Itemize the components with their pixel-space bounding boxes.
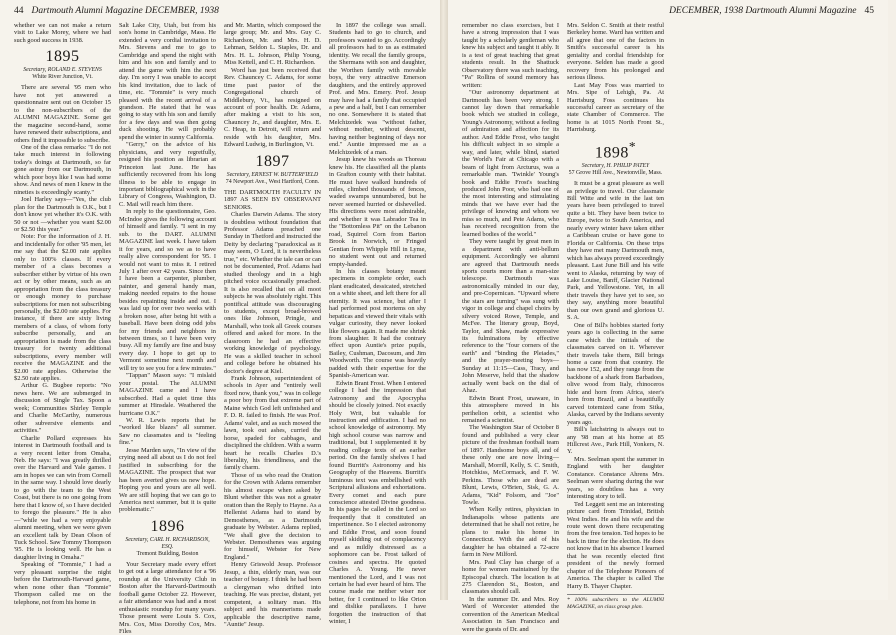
page-number: 45 (864, 6, 874, 16)
paragraph: W. R. Lewis reports that he "worked like blazes" all summer. Saw no classmates and is "feeling fine." (119, 417, 216, 447)
footnote: * 100% subscribers to the ALUMNI MAGAZINE, on class group plan. (567, 594, 664, 610)
paragraph: Mrs. Paul Clay has charge of a home for women maintained by the Episcopal church. The location is at 275 Clarendon St., Boston, and classmates should call. (462, 558, 559, 596)
paragraph: remember no class exercises, but I have a strong impression that I was taught by a scholarly gentleman who knew his subject and taught it ably. It is a test of great teaching that great students result. In the Shattuck Observatory there was such teaching, "Pa" Rollins of sound memory has written: (462, 22, 559, 89)
paragraph: whether we can not make a return visit to Lake Morey, where we had such good success in 1938. (14, 22, 111, 44)
page-gutter (440, 0, 448, 600)
column-4 (777, 22, 874, 594)
class-secretary: Secretary, ROLAND E. STEVENS (23, 67, 102, 74)
running-head: Dartmouth Alumni Magazine DECEMBER, 1938 (31, 6, 219, 16)
secretary-address: 74 Newport Ave., West Hartford, Conn. (225, 178, 320, 185)
paragraph: Mrs. Seldon C. Smith at their restful Berkeley home. Ward has written and all agree that one of the factors in Smith's successful career is his geniality and cordial friendship for everyone. Selden has made a good recovery from his prolonged and serious illness. (567, 22, 664, 82)
class-year-heading: 1896 (150, 517, 185, 535)
paragraph: Joel Harley says—"Yes, the club plan for the Dartmouth is O.K., but I don't know yet whether it's O.K. with 50 or not —whether you want $2.00 or $2.50 this year." (14, 196, 111, 233)
paragraph: Those of us who read the Oration for the Crown with Adams remember his almost escape when asked by Blunt whether this was not a greater oration than the Reply to Hayne. As a Hellenist Adams had to stand by Demosthenes, as a Dartmouth graduate by Webster. Adams replied, "We shall give the decision to Webster. Demosthenes was arguing for himself, Webster for New England." (224, 471, 321, 561)
paragraph: It must be a great pleasure as well as privilege to travel. Our classmate Bill Witte and wife in the last ten years have been privileged to travel quite a bit. They have been twice to Europe, twice to South America, and nearly every winter have taken either a Caribbean cruise or have gone to Florida or California. On these trips they have met many Dartmouth men, which has always proved exceedingly pleasant. Last June Bill and his wife went to Alaska, returning by way of Lake Louise, Banff, Glacier National Park, and Yellowstone. Yet, in all their travels they have yet to see, so they say, anything more beautiful than our own grand and glorious U. S. A. (567, 180, 664, 322)
paragraph: Edwin Brant Frost. When I entered college I had the impression that Astronomy and the Apocrypha should be closely joined. Not exactly Holy Writ, but valuable for instruction and edification. I had no school knowledge of astronomy. My high school course was narrow and traditional, but I supplemented it by reading college texts of an earlier period. On the family shelves I had found Burritt's Astronomy and his Geography of the Heavens. Burritt's luminous text was embellished with Scriptural allusions and exhortations. Every comet and each pure conscience attested Divine goodness. In his pages he called in the Lord so frequently that it constituted an impertinence. So I elected astronomy and Eddie Frost, and soon found myself skidding out of complacency and as mildly distressed as a sophomore can be. Frost talked of cosines and spectra. He quoted Charles A. Young. He never mentioned the Lord, and I was not certain he had ever heard of him. The course made me neither wiser nor better, for I continued to like Orion and dislike parallaxes. I have forgotten the instruction of that winter, I (329, 379, 426, 626)
class-year-heading: 1895 (45, 48, 80, 66)
paragraph: Jesse Marden says, "In view of the crying need all about us I do not feel justified in subscribing for the MAGAZINE. The prospect that war has been averted gives us new hope. Hoping you and yours are all well. We are still hoping that we can go to America next summer, but it is quite problematic." (119, 446, 216, 514)
paragraph: In reply to the questionnaire, Geo. McIndoe gives the following account of himself and family. "I sent in my sub. to the DART. ALUMNI MAGAZINE last week. I have taken it for years, and so we as to have really alive correspondent for '95. I would not want to miss it. I retired July 1 after over 42 years. Since then I have been a carpenter, plumber, painter, and general handy man, making needed repairs to the house besides repainting inside and out. I was laid up for over two weeks with a broken nose, after being hit with a baseball. Have been doing odd jobs for my friends and neighbors in between times, so I have been very busy. All my family are fine and busy every day. I hope to get up to Vermont sometime next month and will try to see you for a few minutes." (119, 208, 216, 372)
column-3 (672, 22, 769, 594)
column-1 (14, 22, 111, 606)
paragraph: One of the class remarks: "I do not take much interest in following today's doings at Dartmouth, so far gone astray from our Dartmouth, in which poor boys like I was had some show. And news of men I knew in the nineties is exceedingly scanty." (14, 143, 111, 196)
paragraph: Bill's latchstring is always out to any '98 man at his home at 85 Hillcrest Ave., Park Hill, Yonkers, N. Y. (567, 426, 664, 456)
paragraph: One of Bill's hobbies started forty years ago is collecting in the same cane which the initials of the classmates carved on it. Wherever their travels take them, Bill brings home a cane from that country. He has now 152, and they range from the backbone of a shark from Barbadoes, olive wood from Italy, rhinoceros hide and horn from Africa, steer's horn from Brazil, and a beautifully carved totemized cane from Sitka, Alaska, carved by the Indians seventy years ago. (567, 321, 664, 426)
paragraph: Note: For the information of J. H. and incidentally for other '95 men, let me say that the $2.00 rate applies only to 100% classes. If every member of a class becomes a subscriber either by virtue of his own act or by other means, such as an appropriation from the class treasury or enough money to purchase subscriptions for men not subscribing personally, the $2.00 rate applies. For instance, if there are sixty living members of a class, of whom forty subscribe personally, and an appropriation is made from the class treasury for twenty additional subscriptions, every member will receive the MAGAZINE and the $2.00 rate applies. Otherwise the $2.50 rate applies. (14, 233, 111, 383)
running-head: DECEMBER, 1938 Dartmouth Alumni Magazine (669, 6, 857, 16)
paragraph: Your Secretary made every effort to get out a large attendance for a '96 roundup at the University Club in Boston after the Harvard-Dartmouth football game October 22. However, a fair attendance was had and a most enthusiastic roundup for many years. Those present were Louis S. Cox, Mrs. Cox, Miss Dorothy Cox, Mrs. Files (119, 560, 216, 635)
paragraph: "Our astronomy department at Dartmouth has been very strong. I cannot lay down that remarkable book which we studied in college, Young's Astronomy, without a feeling of admiration and affection for its author. And Eddie Frost, who taught his difficult subject in so simple a way, and later, while blind, started the World's Fair at Chicago with a beam of light from Arcturus, was a remarkable man. 'Twinkle' Young's book and Eddie Frost's teaching produced John Poor, who had one of the most interesting and stimulating minds that we have ever had the privilege of knowing and whom we miss so much, and Pete Adams, who has received recognition from the learned bodies of the world." (462, 89, 559, 238)
paragraph: Jesup knew his woods as Thoreau knew his. He classified all the plants in Grafton county with their habitat. He must have walked hundreds of miles, climbed thousands of fences, waded swamps unnumbered, but he never seemed hurried or dishevelled. His directions were most admirable, and whether it was Labrador Tea in the "Bottomless Pit" on the Lebanon road, Squirrel Corn from Barton Brook in Norwich, or Fringed Gentian from Whipple Hill in Lyme, no student went out and returned empty-handed. (329, 156, 426, 268)
class-secretary: Secretary, ERNEST W. BUTTERFIELD (226, 171, 319, 178)
class-secretary: Secretary, CARL H. RICHARDSON, ESQ. (125, 536, 210, 550)
section-subheading: THE DARTMOUTH FACULTY IN 1897 AS SEEN BY OBSERVANT SENIORS. (224, 188, 321, 211)
page-header (14, 6, 426, 20)
paragraph: and Mr. Martin, which composed the large group; Mr. and Mrs. Guy C. Richardson, Mr. and Mrs. H. D. Lehman, Seldon L. Staples, Dr. and Mrs. H. L. Johnson, Philip Young, Miss Kettell, and C. H. Richardson. (224, 22, 321, 67)
paragraph: "Tappan" Mason says: "I mislaid your postal. The ALUMNI MAGAZINE came and I have subscribed. Had a quiet time this summer at Hinsdale. Weathered the hurricane O.K." (119, 372, 216, 417)
paragraph: Word has just been received that Rev. Chauncey C. Adams, for some time past pastor of the Congregational church of Middlebury, Vt., has resigned on account of poor health. Dr. Adams, after making a visit to his son, Chauncey Jr., and daughter, Mrs. E. C. Heap, in Detroit, will return and reside with his daughter, Mrs. Edward Ludwig, in Burlington, Vt. (224, 66, 321, 149)
paragraph: Charlie Pollard expresses his interest in Dartmouth football and is a very recent letter from Omaha, Neb. He says: "I was greatly thrilled over the Harvard and Yale games. I am in hopes we can win from Cornell in the same way. I should love dearly to go with the team to the West Coast, but there is no one going from here that I know of, so I have decided to forego the pleasure." He is also—"while we had a very enjoyable alumni meeting, when we were given an excellent talk by Dean Olson of Tuck School. Saw Tommy Thompson '95. He is looking well. He has a daughter living in Omaha." (14, 434, 111, 561)
hundred-percent-star: * (628, 138, 637, 154)
column-1 (462, 22, 559, 633)
paragraph: Mrs. Seelman spent the summer in England with her daughter Constance. Constance Ahrens Mrs. Seelman were sharing during the war years, so doubtless has a very interesting story to tell. (567, 455, 664, 501)
column-2 (567, 22, 664, 610)
paragraph: When Kelly retires, physician in Indianapolis whose patients are determined that he shall not retire, he plans to make his home in Connecticut. With the aid of his daughter he has obtained a 72-acre farm in New Milford. (462, 506, 559, 559)
class-year-heading (567, 138, 664, 162)
secretary-address: White River Junction, Vt. (32, 74, 93, 81)
class-year: 1898 (594, 144, 629, 162)
paragraph: Henry Griswold Jesup. Professor Jesup, a thin, elderly man, was our teacher of botany. I think he had been a clergyman who drifted into teaching. He was precise, distant, yet competent, a solitary man. His subject and his mannerisms made applicable the descriptive name, "Auntie" Jesup. (224, 561, 321, 628)
secretary-address: 57 Grove Hill Ave., Newtonville, Mass. (568, 170, 663, 177)
paragraph: Arthur G. Bugbee reports: "No news here. We are submerged in discussion of Single Tax. Spoon a week; Communities Shirley Temple and Charlie McCarthy, numerous other subversive elements and activities." (14, 382, 111, 435)
text-columns (14, 22, 426, 635)
paragraph: Charles Darwin Adams. The story is doubtless without foundation that Professor Adams preached one Sunday in Thetford and instructed the Deity by declaring "paradoxical as it may seem, O Lord, it is nevertheless true," etc. Whether the tale can or can not be documented, Prof. Adams had studied theology and in a high pitched voice occasionally preached. It is also recalled that on all moot subjects he was absolutely right. This pontifical attitude was discouraging to students, except broad-browed ones like Johnson, Pringle, and Marshall, who took all Greek courses offered and asked for more. In the classroom he had an effective working knowledge of psychology. He was a skilled teacher in school and college before he obtained his doctor's degree at Kiel. (224, 211, 321, 375)
paragraph: In the summer Dr. and Mrs. Roy Ward of Worcester attended the convention of the American Medical Association in San Francisco and were the guests of Dr. and (462, 595, 559, 633)
column-2 (119, 22, 216, 635)
paragraph: Last May Foss was married to Mrs. Sipe of Lehigh, Pa. At Harrisburg Foss continues his successful career as secretary of the state Chamber of Commerce. The home is at 1015 North Front St., Harrisburg. (567, 81, 664, 134)
text-columns (462, 22, 874, 633)
secretary-address: Tremont Building, Boston (136, 550, 199, 557)
column-4 (329, 22, 426, 626)
paragraph: "Gerry," on the advice of his physicians, and very regretfully, resigned his position as librarian at Princeton last June. He has sufficiently recovered from his long illness to be able to engage in important bibliographical work in the Library of Congress, Washington, D. C. Mail will reach him there. (119, 141, 216, 208)
class-year-heading: 1897 (255, 152, 290, 170)
paragraph: Ted Leggett sent me an interesting picture card from Trinidad, British West Indies. He and his wife and the route went down there recuperating from the free tension. Ted hopes to be back in time for the election. He does not know that in his absence I learned that he was recently elected first president of the newly formed chapter of the Telephone Pioneers of America. The chapter is called The Harry B. Thayer Chapter. (567, 500, 664, 590)
paragraph: The Washington Star of October 8 found and published a very clear picture of the freshman football team of 1897. Handsome boys all, and of these only one are now living—Marshall, Morrill, Kelly, S. C. Smith, Hotchkiss, McCormack, and F. W. Perkins. Those who are dead are Blunt, Lewis, O'Brien, Sisk, G. A. Adams, "Kid" Folsom, and "Joe" Towle. (462, 424, 559, 506)
column-3 (224, 22, 321, 628)
paragraph: Edwin Brant Frost, unaware, in this atmosphere moved in his perihelion orbit, a scientist who remained a scientist. (462, 394, 559, 425)
left-page (0, 0, 440, 635)
paragraph: Frank Johnson, superintendent of schools in Ayer and "entirely well fixed now, thank you," was in college a poor boy from that extreme part of Maine which God left unfinished and F. D. R. failed to finish. He was Prof. Adams' valet, and as such mowed the lawn, took out ashes, curried the horse, spaded for cabbages, and disciplined the children. With a warm heart he recalls Charles D.'s liberality, his friendliness, and the family charm. (224, 375, 321, 472)
paragraph: There are several '95 men who have not yet answered a questionnaire sent out on October 15 to the non-subscribers of the ALUMNI MAGAZINE. Some get the magazine second-hand, some have renewed their subscriptions, and others find it impossible to subscribe. (14, 84, 111, 144)
paragraph: Salt Lake City, Utah, but from his son's home in Cambridge, Mass. He extended a very cordial invitation to Mrs. Stevens and me to go to Cambridge and spend the night with him and his son and family and to attend the game with him the next day. I'm sorry I was unable to accept his kind invitation, due to lack of time, etc. "Tommie" is very much pleased with the recent arrival of a grandson. He stated that he was going to stay with his son and family for a few days and was then going duck shooting. He will probably spend the winter in sunny California. (119, 22, 216, 141)
paragraph: In his classes botany meant specimens in complete order, each plant eradicated, dessicated, stretched on a white sheet, and left there for all eternity. It was science, but after I had performed post mortems on shy hepaticas and viewed their vitals with vulgar curiosity, they never looked like flowers again. It made me shrink from slaughter. It had the contrary effect upon Auntie's prize pupils, Bailey, Cushman, Dacosum, and Jim Woodworth. The course was heavily padded with their expertise for the Spanish-American war. (329, 267, 426, 380)
paragraph: Speaking of "Tommie," I had a very pleasant surprise the night before the Dartmouth-Harvard game, when none other than "Tommie" Thompson called me on the telephone, not from his home in (14, 561, 111, 606)
paragraph: In 1897 the college was small. Students had to go to church, and professors wanted to go. Accordingly all professors had to us as estimated identity. We recall the family groups, the Shermans with son and daughter, the Worthen family with movable boys, the very attractive Emerson daughters, and the entirely approved Prof. and Mrs. Emery. Prof. Jesup may have had a family that occupied a pew and a half, but I can remember no one. Somewhere it is stated that Melchizedek was "without father, without mother, without descent, having neither beginning of days nor end." Auntie impressed me as a Melchizedek of a man. (329, 22, 426, 156)
right-page (448, 0, 888, 633)
paragraph: They were taught by great men in a department with anti-bellum equipment. Accordingly we alumni are agreed that Dartmouth needs sports courts more than a man-size telescope. Dartmouth was astronomically minded in our day, and pre-Copernican. "Upward where the stars are turning" was sung with vigor in college and chapel choirs by silvery voiced Rowe, Temple, and McFee. The literary group, Boyd, Taylor, and Shaw, made expressive its fulminations by effective reference to the "four corners of the earth" and "binding the Pleiades," and the prayer-meeting boys—Sunday at 11:15—Cass, Tracy, and John Meserve, held that the shadow actually went back on the dial of Ahaz. (462, 238, 559, 395)
page-number: 44 (14, 6, 24, 16)
page-header (462, 6, 874, 20)
class-secretary: Secretary, H. PHILIP PATEY (581, 163, 650, 170)
